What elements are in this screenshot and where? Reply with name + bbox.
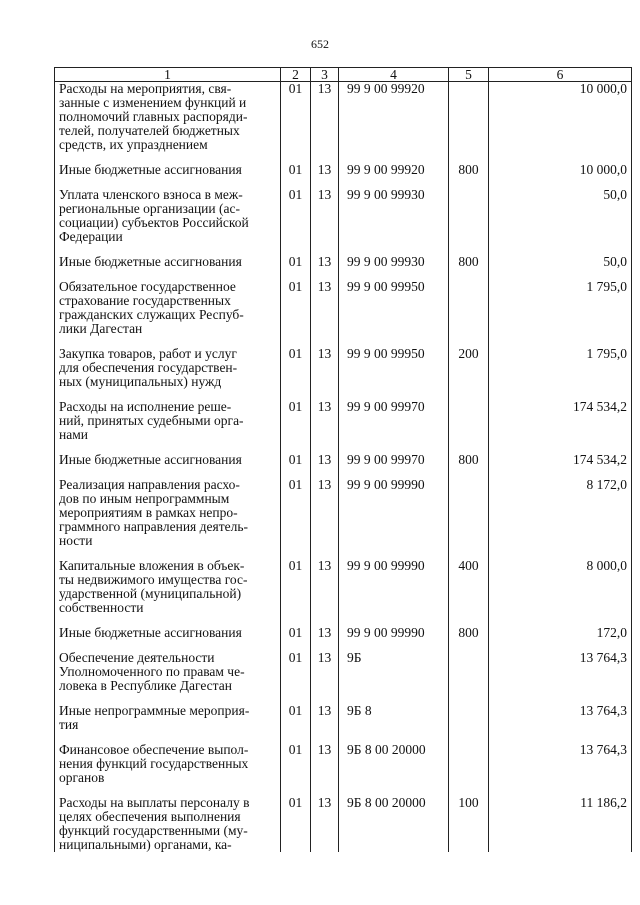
row-subsection: 13: [311, 280, 339, 347]
row-name: [55, 626, 281, 651]
row-subsection: 13: [311, 626, 339, 651]
row-name: [55, 743, 281, 796]
row-target-code: 9Б 8 00 20000: [339, 743, 449, 796]
row-target-code: 9Б 8 00 20000: [339, 796, 449, 852]
row-section: 01: [281, 453, 311, 478]
row-amount: 1 795,0: [489, 347, 632, 400]
row-amount: 174 534,2: [489, 453, 632, 478]
row-name-line: Капитальные вложения в объек-: [59, 558, 245, 573]
table-row: [55, 347, 632, 400]
row-subsection: 13: [311, 188, 339, 255]
row-name: [55, 163, 281, 188]
row-name: [55, 255, 281, 280]
row-name-line: граммного направления деятель-: [59, 519, 248, 534]
row-amount: 13 764,3: [489, 743, 632, 796]
row-subsection: 13: [311, 478, 339, 559]
row-name-line: нения функций государственных: [59, 756, 249, 771]
table-row: [55, 255, 632, 280]
row-amount: 11 186,2: [489, 796, 632, 852]
row-amount: 13 764,3: [489, 651, 632, 704]
row-name-line: Иные бюджетные ассигнования: [59, 625, 242, 640]
row-section: 01: [281, 255, 311, 280]
row-name-line: для обеспечения государствен-: [59, 360, 238, 375]
row-name-line: собственности: [59, 600, 144, 615]
table-row: [55, 163, 632, 188]
row-subsection: 13: [311, 704, 339, 743]
row-name-line: лики Дагестан: [59, 321, 143, 336]
row-name: [55, 651, 281, 704]
row-section: 01: [281, 651, 311, 704]
row-amount: 8 000,0: [489, 559, 632, 626]
row-target-code: 99 9 00 99990: [339, 559, 449, 626]
row-section: 01: [281, 82, 311, 164]
row-name-line: Обеспечение деятельности: [59, 650, 215, 665]
row-section: 01: [281, 559, 311, 626]
row-amount: 50,0: [489, 188, 632, 255]
row-section: 01: [281, 188, 311, 255]
row-expense-type: [449, 704, 489, 743]
budget-table: [54, 67, 632, 852]
row-name: [55, 400, 281, 453]
table-row: [55, 559, 632, 626]
row-target-code: 99 9 00 99990: [339, 626, 449, 651]
header-col-3: 3: [311, 68, 339, 82]
row-name: [55, 796, 281, 852]
row-expense-type: [449, 478, 489, 559]
row-expense-type: 800: [449, 255, 489, 280]
row-subsection: 13: [311, 559, 339, 626]
row-name-line: полномочий главных распоряди-: [59, 109, 248, 124]
header-col-6: 6: [489, 68, 632, 82]
row-name-line: гражданских служащих Респуб-: [59, 307, 244, 322]
row-section: 01: [281, 280, 311, 347]
header-col-1: 1: [55, 68, 281, 82]
row-expense-type: [449, 188, 489, 255]
row-name-line: Уполномоченного по правам че-: [59, 664, 245, 679]
row-target-code: 99 9 00 99990: [339, 478, 449, 559]
row-expense-type: 200: [449, 347, 489, 400]
row-name-line: Иные непрограммные мероприя-: [59, 703, 250, 718]
row-expense-type: [449, 82, 489, 164]
row-expense-type: 800: [449, 453, 489, 478]
table-body: [55, 82, 632, 853]
row-subsection: 13: [311, 743, 339, 796]
header-row: [55, 68, 632, 82]
row-name-line: целях обеспечения выполнения: [59, 809, 241, 824]
row-name-line: ных (муниципальных) нужд: [59, 374, 222, 389]
row-name-line: Иные бюджетные ассигнования: [59, 162, 242, 177]
table-row: [55, 743, 632, 796]
row-target-code: 99 9 00 99920: [339, 82, 449, 164]
row-name-line: Обязательное государственное: [59, 279, 236, 294]
row-expense-type: 400: [449, 559, 489, 626]
table-row: [55, 651, 632, 704]
row-subsection: 13: [311, 453, 339, 478]
row-section: 01: [281, 400, 311, 453]
table-row: [55, 626, 632, 651]
row-target-code: 99 9 00 99930: [339, 188, 449, 255]
row-name-line: социации) субъектов Российской: [59, 215, 249, 230]
row-expense-type: 100: [449, 796, 489, 852]
row-expense-type: [449, 743, 489, 796]
row-target-code: 99 9 00 99930: [339, 255, 449, 280]
table-row: [55, 478, 632, 559]
row-target-code: 9Б 8: [339, 704, 449, 743]
row-amount: 10 000,0: [489, 163, 632, 188]
row-name-line: Финансовое обеспечение выпол-: [59, 742, 249, 757]
row-section: 01: [281, 743, 311, 796]
table-row: [55, 188, 632, 255]
row-name-line: Уплата членского взноса в меж-: [59, 187, 243, 202]
row-name: [55, 478, 281, 559]
row-name-line: ний, принятых судебными орга-: [59, 413, 244, 428]
row-name: [55, 280, 281, 347]
row-name-line: Иные бюджетные ассигнования: [59, 452, 242, 467]
table-row: [55, 796, 632, 852]
row-subsection: 13: [311, 796, 339, 852]
row-name-line: средств, их упразднением: [59, 137, 208, 152]
header-col-2: 2: [281, 68, 311, 82]
row-subsection: 13: [311, 400, 339, 453]
row-name-line: ловека в Республике Дагестан: [59, 678, 232, 693]
row-amount: 50,0: [489, 255, 632, 280]
row-name-line: мероприятиям в рамках непро-: [59, 505, 238, 520]
row-name-line: региональные организации (ас-: [59, 201, 240, 216]
table-row: [55, 82, 632, 164]
row-name: [55, 188, 281, 255]
row-name-line: Федерации: [59, 229, 123, 244]
row-section: 01: [281, 626, 311, 651]
header-col-5: 5: [449, 68, 489, 82]
table-row: [55, 453, 632, 478]
row-target-code: 99 9 00 99970: [339, 400, 449, 453]
table-row: [55, 400, 632, 453]
row-subsection: 13: [311, 651, 339, 704]
row-name-line: Закупка товаров, работ и услуг: [59, 346, 237, 361]
row-amount: 10 000,0: [489, 82, 632, 164]
header-col-4: 4: [339, 68, 449, 82]
row-section: 01: [281, 163, 311, 188]
row-name-line: нами: [59, 427, 88, 442]
row-target-code: 99 9 00 99920: [339, 163, 449, 188]
row-amount: 1 795,0: [489, 280, 632, 347]
row-name-line: функций государственными (му-: [59, 823, 248, 838]
row-amount: 13 764,3: [489, 704, 632, 743]
row-name: [55, 559, 281, 626]
table-row: [55, 704, 632, 743]
row-section: 01: [281, 478, 311, 559]
row-target-code: 99 9 00 99970: [339, 453, 449, 478]
row-name-line: ударственной (муниципальной): [59, 586, 242, 601]
row-expense-type: [449, 400, 489, 453]
row-name-line: занные с изменением функций и: [59, 95, 247, 110]
row-expense-type: [449, 280, 489, 347]
row-name-line: Расходы на выплаты персоналу в: [59, 795, 250, 810]
row-name-line: тия: [59, 717, 79, 732]
row-name: [55, 453, 281, 478]
row-amount: 174 534,2: [489, 400, 632, 453]
row-expense-type: 800: [449, 626, 489, 651]
row-name-line: ности: [59, 533, 93, 548]
row-name-line: дов по иным непрограммным: [59, 491, 230, 506]
row-name-line: ниципальными) органами, ка-: [59, 837, 232, 852]
row-expense-type: 800: [449, 163, 489, 188]
row-target-code: 99 9 00 99950: [339, 280, 449, 347]
row-name-line: Расходы на мероприятия, свя-: [59, 81, 232, 96]
row-name: [55, 82, 281, 164]
row-amount: 8 172,0: [489, 478, 632, 559]
row-section: 01: [281, 347, 311, 400]
table-row: [55, 280, 632, 347]
row-name-line: Расходы на исполнение реше-: [59, 399, 232, 414]
row-name-line: страхование государственных: [59, 293, 231, 308]
row-name: [55, 704, 281, 743]
row-expense-type: [449, 651, 489, 704]
row-name-line: Иные бюджетные ассигнования: [59, 254, 242, 269]
row-name-line: органов: [59, 770, 105, 785]
row-name: [55, 347, 281, 400]
row-target-code: 9Б: [339, 651, 449, 704]
row-section: 01: [281, 796, 311, 852]
row-subsection: 13: [311, 347, 339, 400]
row-subsection: 13: [311, 82, 339, 164]
row-name-line: телей, получателей бюджетных: [59, 123, 240, 138]
page-number: 652: [311, 37, 329, 51]
row-subsection: 13: [311, 255, 339, 280]
row-subsection: 13: [311, 163, 339, 188]
row-target-code: 99 9 00 99950: [339, 347, 449, 400]
row-name-line: ты недвижимого имущества гос-: [59, 572, 248, 587]
row-amount: 172,0: [489, 626, 632, 651]
row-name-line: Реализация направления расхо-: [59, 477, 240, 492]
row-section: 01: [281, 704, 311, 743]
